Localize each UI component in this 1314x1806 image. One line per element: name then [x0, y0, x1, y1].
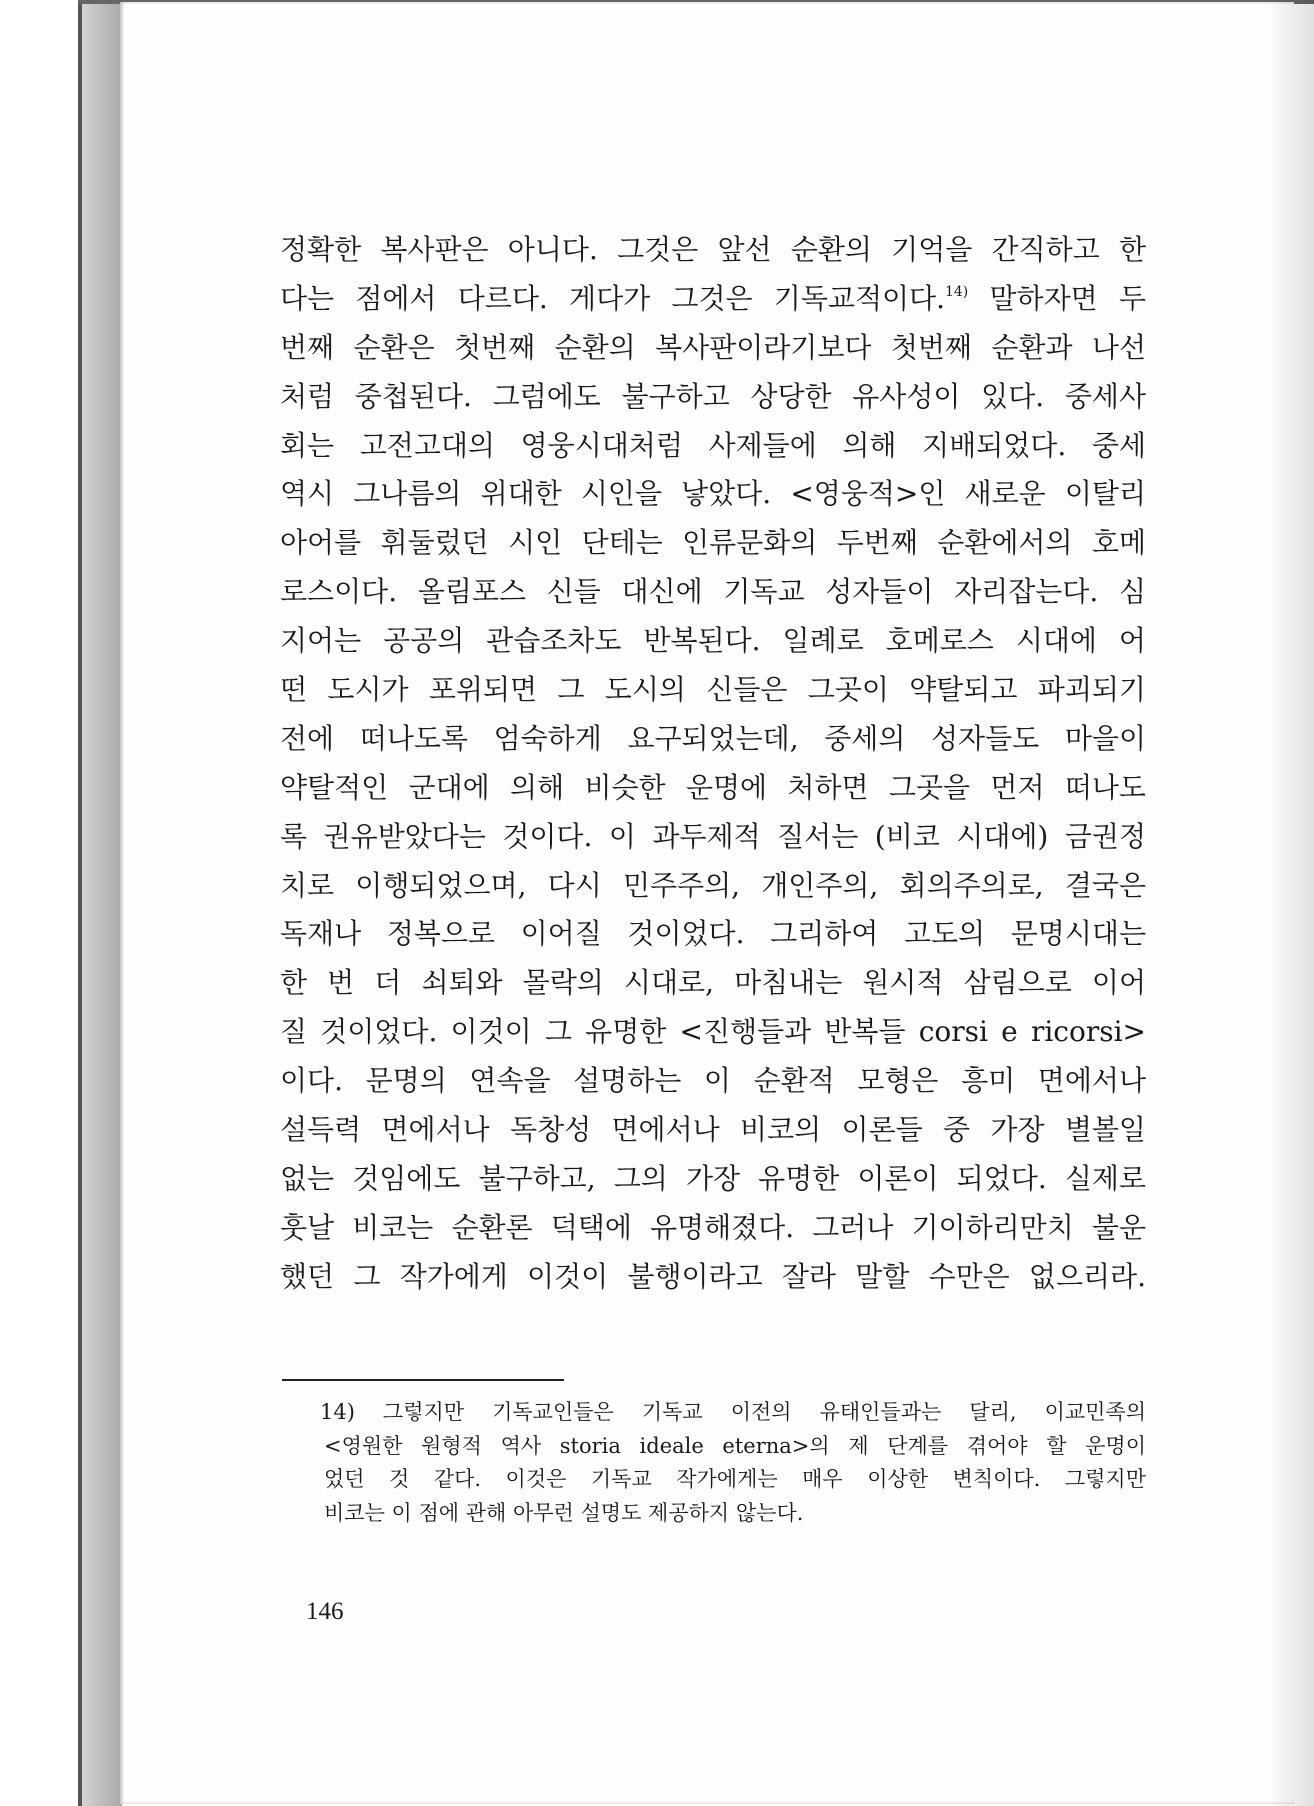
page-number: 146 — [306, 1598, 344, 1625]
body-line: 회는 고전고대의 영웅시대처럼 사제들에 의해 지배되었다. 중세 — [280, 428, 1146, 462]
body-line — [280, 1302, 1146, 1351]
body-line: 번째 순환은 첫번째 순환의 복사판이라기보다 첫번째 순환과 나선 — [280, 330, 1146, 364]
body-line: 이다. 문명의 연속을 설명하는 이 순환적 모형은 흥미 면에서나 — [280, 1064, 1146, 1098]
book-spine-edge — [78, 0, 122, 1806]
body-line-segment: 다는 점에서 다르다. 게다가 그것은 기독교적이다. — [280, 281, 945, 315]
body-line: 정확한 복사판은 아니다. 그것은 앞선 순환의 기억을 간직하고 한 — [280, 233, 1146, 266]
body-line: 질 것이었다. 이것이 그 유명한 <진행들과 반복들 corsi e ricorsi> — [280, 1015, 1146, 1049]
body-line: 한 번 더 쇠퇴와 몰락의 시대로, 마침내는 원시적 삼림으로 이어 — [280, 966, 1146, 1000]
footnote-line: 14) 그렇지만 기독교인들은 기독교 이전의 유태인들과는 달리, 이교민족의 — [320, 1400, 1146, 1424]
body-line-segment: 말하자면 두 — [968, 281, 1146, 315]
footnote — [320, 1396, 1146, 1530]
body-line: 했던 그 작가에게 이것이 불행이라고 잘라 말할 수만은 없으리라. — [280, 1259, 1146, 1293]
footnote-reference[interactable]: 14) — [944, 283, 969, 300]
body-line: 훗날 비코는 순환론 덕택에 유명해졌다. 그러나 기이하리만치 불운 — [280, 1210, 1146, 1244]
footnote-line: 비코는 이 점에 관해 아무런 설명도 제공하지 않는다. — [324, 1500, 804, 1525]
body-text — [280, 226, 1146, 1350]
body-line: 약탈적인 군대에 의해 비슷한 운명에 처하면 그곳을 먼저 떠나도 — [280, 770, 1146, 804]
body-line: 아어를 휘둘렀던 시인 단테는 인류문화의 두번째 순환에서의 호메 — [280, 526, 1146, 560]
body-line: 설득력 면에서나 독창성 면에서나 비코의 이론들 중 가장 별볼일 — [280, 1113, 1146, 1147]
body-line: 지어는 공공의 관습조차도 반복된다. 일례로 호메로스 시대에 어 — [280, 624, 1146, 658]
footnote-divider — [282, 1379, 564, 1381]
footnote-line: <영원한 원형적 역사 storia ideale eterna>의 제 단계를 겪어야 할 운명이 — [324, 1433, 1146, 1458]
body-line — [280, 275, 1146, 324]
book-spine-outline — [78, 0, 82, 1806]
page-right-shadow — [1270, 0, 1314, 1806]
body-line: 없는 것임에도 불구하고, 그의 가장 유명한 이론이 되었다. 실제로 — [280, 1161, 1146, 1195]
body-line: 치로 이행되었으며, 다시 민주주의, 개인주의, 회의주의로, 결국은 — [280, 868, 1146, 902]
body-line: 로스이다. 올림포스 신들 대신에 기독교 성자들이 자리잡는다. 심 — [280, 575, 1146, 609]
body-line: 처럼 중첩된다. 그럼에도 불구하고 상당한 유사성이 있다. 중세사 — [280, 379, 1146, 413]
body-line: 록 권유받았다는 것이다. 이 과두제적 질서는 (비코 시대에) 금권정 — [280, 819, 1146, 853]
body-line: 독재나 정복으로 이어질 것이었다. 그리하여 고도의 문명시대는 — [280, 917, 1146, 951]
body-line: 역시 그나름의 위대한 시인을 낳았다. <영웅적>인 새로운 이탈리 — [280, 477, 1146, 511]
footnote-line: 었던 것 같다. 이것은 기독교 작가에게는 매우 이상한 변칙이다. 그렇지만 — [324, 1467, 1146, 1491]
body-line: 떤 도시가 포위되면 그 도시의 신들은 그곳이 약탈되고 파괴되기 — [280, 673, 1146, 707]
body-line: 전에 떠나도록 엄숙하게 요구되었는데, 중세의 성자들도 마을이 — [280, 721, 1146, 755]
